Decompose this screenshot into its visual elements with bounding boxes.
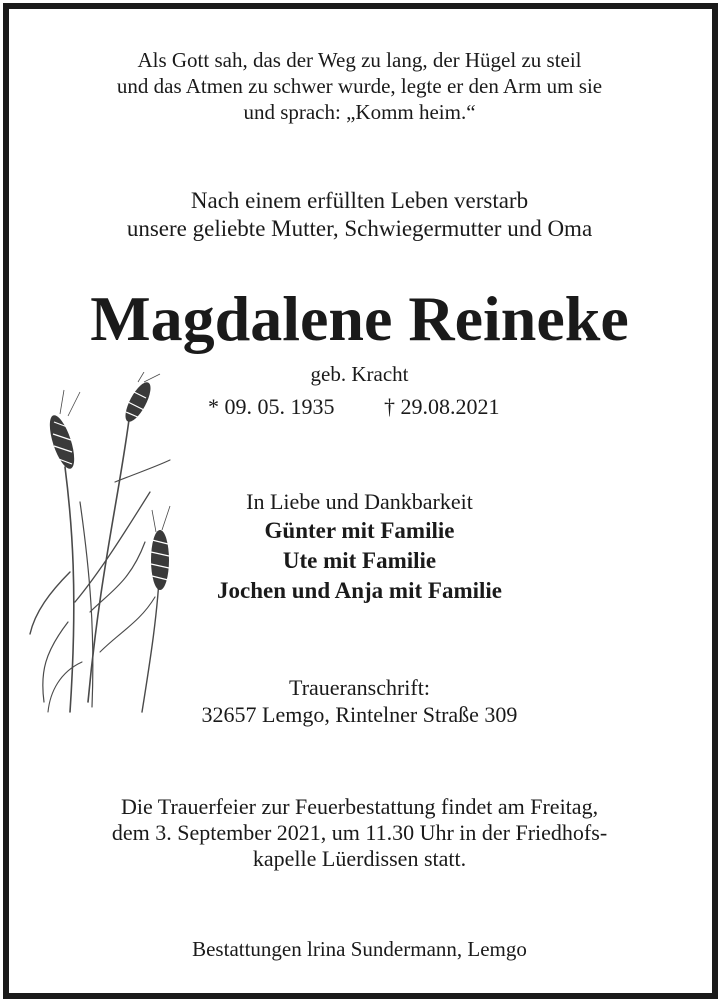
wheat-ears-icon — [20, 372, 190, 722]
death-date: † 29.08.2021 — [384, 394, 500, 419]
poem-line-3: und sprach: „Komm heim.“ — [243, 100, 476, 124]
service-line-1: Die Trauerfeier zur Feuerbestattung findet am Freitag, — [120, 794, 599, 819]
service-line-3: kapelle Lüerdissen statt. — [252, 846, 467, 871]
mourners-heading: In Liebe und Dankbarkeit — [246, 489, 473, 514]
mourner-3: Jochen und Anja mit Familie — [217, 578, 502, 603]
intro-line-1: Nach einem erfüllten Leben verstarb — [190, 188, 529, 213]
birth-date: * 09. 05. 1935 — [208, 394, 335, 419]
poem-line-2: und das Atmen zu schwer wurde, legte er den Arm um sie — [116, 74, 603, 98]
poem-line-1: Als Gott sah, das der Weg zu lang, der Hügel zu steil — [137, 48, 582, 72]
intro-line-2: unsere geliebte Mutter, Schwiegermutter und Oma — [126, 216, 593, 241]
undertaker: Bestattungen lrina Sundermann, Lemgo — [192, 937, 527, 961]
mourner-1: Günter mit Familie — [264, 518, 455, 543]
deceased-name: Magdalene Reineke — [90, 283, 629, 354]
address-label: Traueranschrift: — [289, 675, 430, 700]
service-line-2: dem 3. September 2021, um 11.30 Uhr in der Friedhofs- — [111, 820, 608, 845]
mourner-2: Ute mit Familie — [282, 548, 437, 573]
address-value: 32657 Lemgo, Rintelner Straße 309 — [201, 702, 518, 727]
maiden-name: geb. Kracht — [310, 362, 409, 386]
